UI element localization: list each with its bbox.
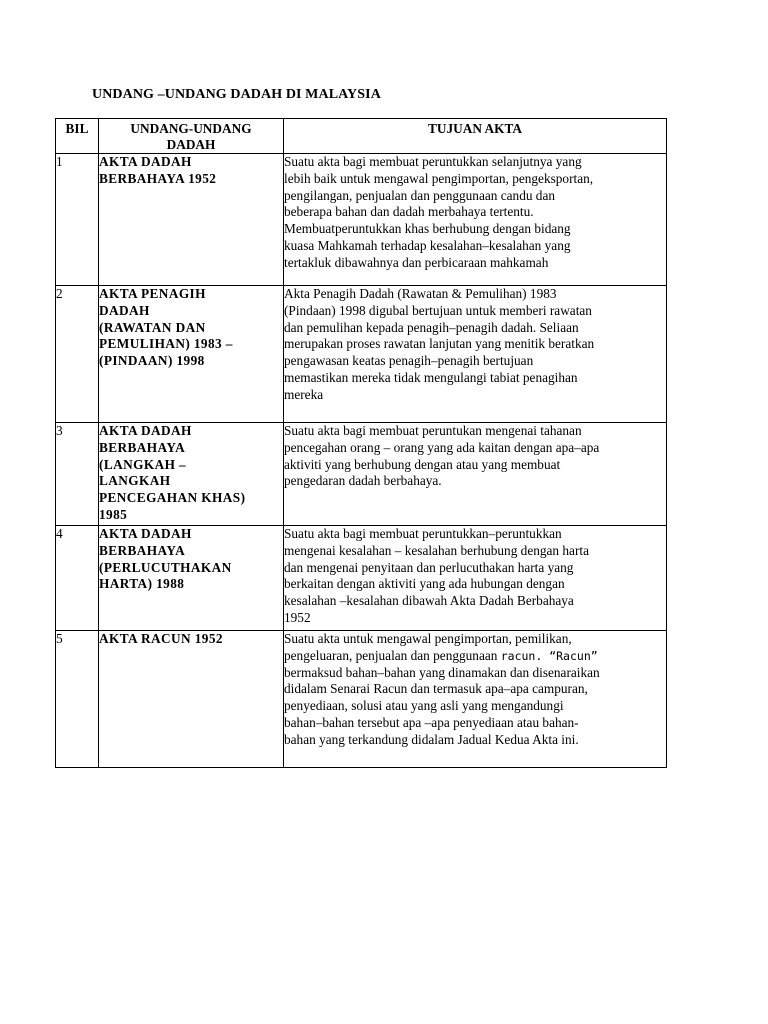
racun-term: racun. “Racun” [500,648,598,663]
law-name-line: HARTA) 1988 [99,576,185,592]
header-purpose: TUJUAN AKTA [284,119,667,154]
law-name-cell [99,423,284,526]
table-row [56,631,667,768]
purpose-cell [284,423,667,526]
purpose-line: memastikan mereka tidak mengulangi tabiat penagihan [284,369,578,385]
purpose-line: pencegahan orang – orang yang ada kaitan dengan apa–apa [284,439,600,455]
table-row [56,423,667,526]
law-name-line: DADAH [99,302,150,318]
purpose-text: pengeluaran, penjualan dan penggunaan [284,647,501,663]
purpose-line: Membuatperuntukkan khas berhubung dengan bidang [284,221,571,237]
purpose-line: mengenai kesalahan – kesalahan berhubung dengan harta [284,542,589,558]
law-name-line: AKTA DADAH [99,154,192,169]
purpose-line: bahan yang terkandung didalam Jadual Kedua Akta ini. [284,731,579,747]
drug-laws-table [55,118,667,768]
law-name-line: BERBAHAYA [99,542,186,558]
purpose-line: (Pindaan) 1998 digubal bertujuan untuk memberi rawatan [284,302,592,318]
law-name-line: LANGKAH [99,473,171,489]
row-number: 1 [56,154,99,286]
law-name-cell [99,286,284,423]
purpose-line: aktiviti yang berhubung dengan atau yang membuat [284,456,561,472]
purpose-line: kuasa Mahkamah terhadap kesalahan–kesalahan yang [284,237,571,253]
purpose-cell [284,154,667,286]
purpose-cell [284,631,667,768]
purpose-line: merupakan proses rawatan lanjutan yang menitik beratkan [284,336,595,352]
law-name-line: BERBAHAYA [99,439,186,455]
law-name-line: PENCEGAHAN KHAS) [99,490,246,506]
purpose-line: pengilangan, penjualan dan penggunaan candu dan [284,187,556,203]
purpose-line: penyediaan, solusi atau yang asli yang mengandungi [284,698,564,714]
law-name-line: BERBAHAYA 1952 [99,170,217,186]
purpose-line: lebih baik untuk mengawal pengimportan, pengeksportan, [284,170,594,186]
purpose-line: pengedaran dadah berbahaya. [284,473,442,489]
purpose-line: 1952 [284,609,311,625]
row-number: 4 [56,526,99,631]
header-law-name-line: UNDANG-UNDANG [130,121,252,136]
purpose-cell [284,526,667,631]
law-name-line: (PINDAAN) 1998 [99,353,205,369]
law-name-line: AKTA DADAH [99,423,192,438]
row-number: 5 [56,631,99,768]
law-name-line: 1985 [99,506,128,522]
header-bil: BIL [56,119,99,154]
purpose-line: bermaksud bahan–bahan yang dinamakan dan disenaraikan [284,664,600,680]
law-name-line: AKTA RACUN 1952 [99,631,223,646]
law-name-line: (LANGKAH – [99,456,187,472]
law-name-line: PEMULIHAN) 1983 – [99,336,233,352]
table-header-row [56,119,667,154]
purpose-line: beberapa bahan dan dadah merbahaya tertentu. [284,204,534,220]
purpose-line: Akta Penagih Dadah (Rawatan & Pemulihan) 1983 [284,286,557,301]
purpose-line: Suatu akta untuk mengawal pengimportan, pemilikan, [284,631,572,646]
purpose-line: dan pemulihan kepada penagih–penagih dadah. Seliaan [284,319,579,335]
purpose-line: berkaitan dengan aktiviti yang ada hubungan dengan [284,576,565,592]
law-name-cell [99,526,284,631]
purpose-line: Suatu akta bagi membuat peruntukkan–peruntukkan [284,526,562,541]
purpose-line: bahan–bahan tersebut apa –apa penyediaan atau bahan- [284,714,579,730]
purpose-line: mereka [284,386,324,402]
page-title: UNDANG –UNDANG DADAH DI MALAYSIA [92,87,381,102]
law-name-line: (PERLUCUTHAKAN [99,559,232,575]
purpose-line: dan mengenai penyitaan dan perlucuthakan harta yang [284,559,574,575]
purpose-line: Suatu akta bagi membuat peruntukkan selanjutnya yang [284,154,582,169]
purpose-line: kesalahan –kesalahan dibawah Akta Dadah Berbahaya [284,593,574,609]
purpose-cell [284,286,667,423]
purpose-line: Suatu akta bagi membuat peruntukan mengenai tahanan [284,423,582,438]
law-name-line: AKTA PENAGIH [99,286,206,301]
row-number: 2 [56,286,99,423]
purpose-line: tertakluk dibawahnya dan perbicaraan mahkamah [284,254,549,270]
table-row [56,286,667,423]
purpose-line: didalam Senarai Racun dan termasuk apa–apa campuran, [284,681,588,697]
law-name-cell [99,631,284,768]
header-law-name [99,119,284,154]
table-row [56,526,667,631]
row-number: 3 [56,423,99,526]
header-law-name-line: DADAH [166,137,216,152]
purpose-line: pengawasan keatas penagih–penagih bertujuan [284,353,534,369]
table-row [56,154,667,286]
law-name-cell [99,154,284,286]
purpose-line [284,648,666,665]
law-name-line: AKTA DADAH [99,526,192,541]
law-name-line: (RAWATAN DAN [99,319,206,335]
